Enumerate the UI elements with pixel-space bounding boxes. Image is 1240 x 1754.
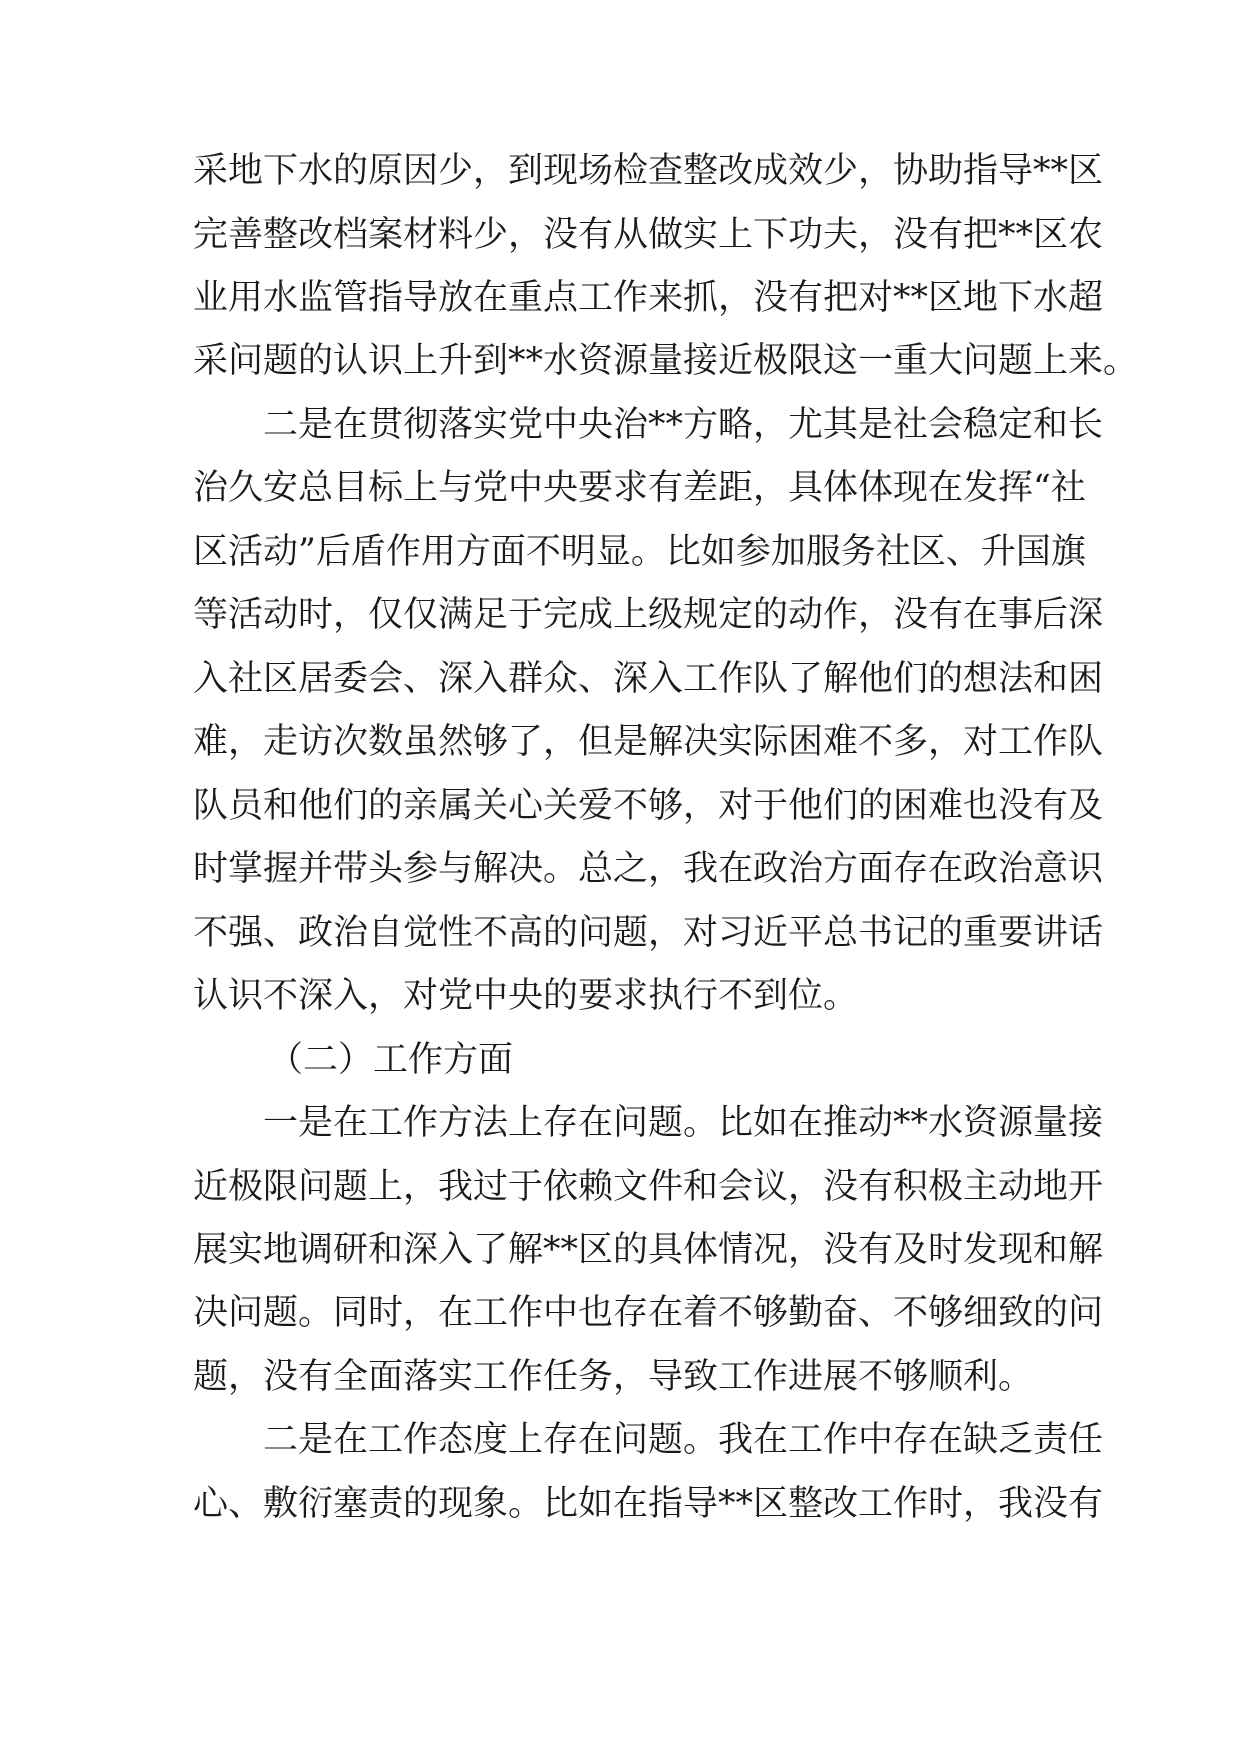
paragraph-line: 采问题的认识上升到**水资源量接近极限这一重大问题上来。	[193, 341, 1139, 381]
paragraph-line: 认识不深入，对党中央的要求执行不到位。	[193, 976, 859, 1016]
paragraph-first-line: 一是在工作方法上存在问题。比如在推动**水资源量接	[263, 1103, 1104, 1143]
paragraph-line: 不强、政治自觉性不高的问题，对习近平总书记的重要讲话	[193, 913, 1104, 953]
paragraph-line: 近极限问题上，我过于依赖文件和会议，没有积极主动地开	[193, 1167, 1104, 1207]
paragraph-line: 业用水监管指导放在重点工作来抓，没有把对**区地下水超	[193, 278, 1104, 318]
section-heading: （二）工作方面	[268, 1040, 514, 1080]
paragraph-line: 队员和他们的亲属关心关爱不够，对于他们的困难也没有及	[193, 786, 1104, 826]
paragraph-line: 采地下水的原因少，到现场检查整改成效少，协助指导**区	[193, 151, 1104, 191]
paragraph-line: 题，没有全面落实工作任务，导致工作进展不够顺利。	[193, 1357, 1034, 1397]
paragraph-line: 难，走访次数虽然够了，但是解决实际困难不多，对工作队	[193, 722, 1104, 762]
paragraph-line: 区活动”后盾作用方面不明显。比如参加服务社区、升国旗	[193, 532, 1086, 572]
paragraph-line: 决问题。同时，在工作中也存在着不够勤奋、不够细致的问	[193, 1293, 1104, 1333]
paragraph-line: 时掌握并带头参与解决。总之，我在政治方面存在政治意识	[193, 849, 1104, 889]
paragraph-line: 心、敷衍塞责的现象。比如在指导**区整改工作时，我没有	[193, 1484, 1104, 1524]
paragraph-line: 展实地调研和深入了解**区的具体情况，没有及时发现和解	[193, 1230, 1104, 1270]
paragraph-line: 完善整改档案材料少，没有从做实上下功夫，没有把**区农	[193, 215, 1104, 255]
paragraph-first-line: 二是在贯彻落实党中央治**方略，尤其是社会稳定和长	[263, 405, 1104, 445]
paragraph-line: 治久安总目标上与党中央要求有差距，具体体现在发挥“社	[193, 468, 1086, 508]
paragraph-line: 入社区居委会、深入群众、深入工作队了解他们的想法和困	[193, 659, 1104, 699]
paragraph-first-line: 二是在工作态度上存在问题。我在工作中存在缺乏责任	[263, 1420, 1104, 1460]
paragraph-line: 等活动时，仅仅满足于完成上级规定的动作，没有在事后深	[193, 595, 1104, 635]
